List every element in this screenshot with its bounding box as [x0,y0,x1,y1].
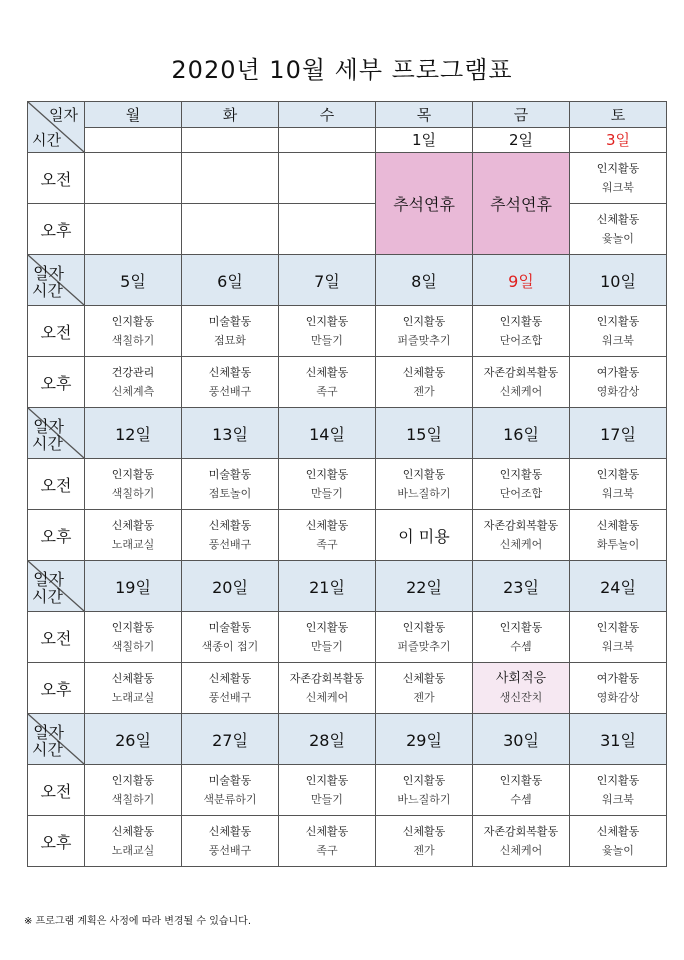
date-cell: 20일 [182,561,279,612]
activity-main: 신체활동 [305,825,349,838]
activity-cell [376,816,473,867]
date-cell: 10일 [570,255,667,306]
activity-sub: 점묘화 [214,334,246,347]
activity-main: 인지활동 [402,315,446,328]
empty-cell [85,204,182,255]
activity-main: 인지활동 [111,468,155,481]
date-cell: 22일 [376,561,473,612]
activity-main: 신체활동 [402,366,446,379]
activity-main: 신체활동 [402,672,446,685]
activity-main: 건강관리 [111,366,155,379]
day-fri: 금 [473,102,570,128]
date-cell: 12일 [85,408,182,459]
activity-sub: 신체케어 [305,691,349,704]
activity-sub: 노래교실 [111,844,155,857]
activity-sub: 워크북 [602,640,634,653]
activity-main: 자존감회복활동 [289,672,365,685]
activity-cell [279,510,376,561]
activity-main: 인지활동 [402,774,446,787]
activity-cell [570,663,667,714]
page-title: 2020년 10월 세부 프로그램표 [171,56,513,84]
activity-sub: 젠가 [413,844,435,857]
activity-cell [473,510,570,561]
activity-sub: 색칠하기 [111,793,155,806]
date-cell: 16일 [473,408,570,459]
activity-main: 인지활동 [596,315,640,328]
activity-sub: 생신잔치 [499,691,543,704]
activity-cell [570,459,667,510]
corner-time-label: 시간 [32,434,63,453]
activity-sub: 윷놀이 [602,232,634,245]
activity-cell [376,459,473,510]
activity-main: 인지활동 [596,621,640,634]
activity-main: 신체활동 [596,213,640,226]
activity-cell [570,816,667,867]
slot-label-am: 오전 [28,765,85,816]
activity-main: 신체활동 [402,825,446,838]
activity-cell [182,306,279,357]
corner-time-label: 시간 [32,587,63,606]
activity-cell [279,459,376,510]
activity-cell [570,357,667,408]
activity-main: 미술활동 [208,315,252,328]
slot-label-pm: 오후 [28,204,85,255]
activity-cell [85,459,182,510]
slot-label-pm: 오후 [28,663,85,714]
activity-main: 인지활동 [111,315,155,328]
activity-sub: 신체계측 [111,385,155,398]
activity-sub: 신체케어 [499,538,543,551]
activity-cell [85,357,182,408]
activity-main: 미술활동 [208,468,252,481]
week1-pm-row [28,204,667,255]
activity-cell [182,612,279,663]
date-cell: 24일 [570,561,667,612]
corner-time-label: 시간 [32,740,63,759]
slot-label-pm: 오후 [28,816,85,867]
activity-sub: 젠가 [413,385,435,398]
activity-main: 자존감회복활동 [483,366,559,379]
activity-sub: 노래교실 [111,538,155,551]
activity-main: 인지활동 [499,468,543,481]
activity-main: 신체활동 [208,519,252,532]
corner-cell [28,714,85,765]
date-cell: 30일 [473,714,570,765]
activity-sub: 색종이 접기 [201,640,259,653]
activity-sub: 족구 [316,538,338,551]
activity-cell [570,765,667,816]
activity-main: 인지활동 [596,468,640,481]
activity-sub: 바느질하기 [397,793,451,806]
activity-main: 사회적응 [495,671,547,686]
activity-sub: 신체케어 [499,844,543,857]
holiday-cell-fri: 추석연휴 [473,153,570,255]
week1-date-row [28,127,667,153]
activity-cell [473,357,570,408]
activity-main: 인지활동 [499,774,543,787]
activity-main: 미술활동 [208,774,252,787]
activity-main: 인지활동 [111,774,155,787]
activity-sub: 족구 [316,844,338,857]
corner-date-label: 일자 [49,106,78,124]
date-cell: 8일 [376,255,473,306]
corner-date-label: 일자 [33,723,64,742]
activity-sub: 만들기 [311,793,343,806]
activity-main: 인지활동 [596,774,640,787]
activity-sub: 워크북 [602,181,634,194]
activity-sub: 퍼즐맞추기 [397,334,451,347]
activity-main: 인지활동 [499,621,543,634]
date-cell: 28일 [279,714,376,765]
activity-main: 신체활동 [305,519,349,532]
activity-cell [570,306,667,357]
slot-label-am: 오전 [28,459,85,510]
date-cell: 15일 [376,408,473,459]
activity-sub: 점토놀이 [208,487,252,500]
activity-main: 신체활동 [596,519,640,532]
activity-sub: 바느질하기 [397,487,451,500]
date-cell [85,127,182,153]
activity-cell [85,765,182,816]
slot-label-am: 오전 [28,612,85,663]
empty-cell [85,153,182,204]
activity-sub: 화투놀이 [596,538,640,551]
date-cell: 19일 [85,561,182,612]
slot-label-pm: 오후 [28,357,85,408]
activity-sub: 풍선배구 [208,385,252,398]
activity-main: 여가활동 [596,672,640,685]
empty-cell [182,153,279,204]
corner-date-label: 일자 [33,417,64,436]
week-date-row [28,561,667,612]
activity-cell [473,663,570,714]
date-cell: 21일 [279,561,376,612]
slot-label-am: 오전 [28,153,85,204]
activity-cell [279,306,376,357]
activity-main: 신체활동 [111,825,155,838]
activity-cell [279,765,376,816]
activity-cell [182,459,279,510]
activity-sub: 수셈 [510,640,532,653]
date-cell: 1일 [376,127,473,153]
corner-cell [28,408,85,459]
day-mon: 월 [85,102,182,128]
activity-cell [376,357,473,408]
activity-main: 신체활동 [208,672,252,685]
activity-cell [473,612,570,663]
activity-cell [85,816,182,867]
activity-cell [85,306,182,357]
week-am-row [28,306,667,357]
activity-cell [182,510,279,561]
activity-cell [570,153,667,204]
activity-main: 인지활동 [402,468,446,481]
activity-sub: 윷놀이 [602,844,634,857]
corner-date-label: 일자 [33,570,64,589]
activity-sub: 젠가 [413,691,435,704]
day-sat: 토 [570,102,667,128]
activity-sub: 워크북 [602,487,634,500]
activity-cell [182,357,279,408]
activity-cell: 이 미용 [376,510,473,561]
activity-main: 신체활동 [208,366,252,379]
empty-cell [279,153,376,204]
corner-cell [28,561,85,612]
date-cell: 14일 [279,408,376,459]
activity-sub: 풍선배구 [208,844,252,857]
activity-main: 신체활동 [111,519,155,532]
day-thu: 목 [376,102,473,128]
activity-main: 인지활동 [305,774,349,787]
activity-sub: 색분류하기 [203,793,257,806]
date-cell: 9일 [473,255,570,306]
week-pm-row [28,816,667,867]
activity-cell [85,612,182,663]
activity-cell [473,765,570,816]
activity-cell [182,663,279,714]
week-date-row [28,408,667,459]
week-am-row [28,765,667,816]
empty-cell [182,204,279,255]
activity-cell [473,459,570,510]
activity-cell [182,816,279,867]
activity-cell [279,816,376,867]
day-wed: 수 [279,102,376,128]
activity-cell [279,357,376,408]
date-cell [182,127,279,153]
day-header-row [28,102,667,128]
week-date-row [28,714,667,765]
activity-cell [570,612,667,663]
footnote: ※ 프로그램 계획은 사정에 따라 변경될 수 있습니다. [24,916,252,927]
activity-main: 신체활동 [305,366,349,379]
date-cell: 23일 [473,561,570,612]
activity-sub: 신체케어 [499,385,543,398]
activity-main: 미술활동 [208,621,252,634]
activity-main: 인지활동 [402,621,446,634]
activity-sub: 영화감상 [596,385,640,398]
corner-date-label: 일자 [33,264,64,283]
activity-main: 자존감회복활동 [483,825,559,838]
activity-main: 인지활동 [596,162,640,175]
date-cell: 31일 [570,714,667,765]
activity-main: 신체활동 [208,825,252,838]
activity-sub: 단어조합 [499,334,543,347]
activity-sub: 워크북 [602,793,634,806]
activity-sub: 노래교실 [111,691,155,704]
date-cell: 2일 [473,127,570,153]
date-cell: 26일 [85,714,182,765]
slot-label-am: 오전 [28,306,85,357]
activity-cell [279,663,376,714]
activity-main: 인지활동 [111,621,155,634]
week-pm-row [28,663,667,714]
holiday-cell-thu: 추석연휴 [376,153,473,255]
activity-sub: 만들기 [311,487,343,500]
activity-sub: 만들기 [311,640,343,653]
activity-sub: 족구 [316,385,338,398]
corner-cell [28,102,85,153]
activity-main: 인지활동 [305,621,349,634]
activity-sub: 풍선배구 [208,538,252,551]
date-cell [279,127,376,153]
activity-main: 인지활동 [305,468,349,481]
activity-cell [376,663,473,714]
activity-cell [376,306,473,357]
corner-cell [28,255,85,306]
date-cell: 29일 [376,714,473,765]
activity-sub: 풍선배구 [208,691,252,704]
schedule-table [27,101,667,867]
activity-sub: 색칠하기 [111,640,155,653]
activity-cell [85,663,182,714]
activity-cell [570,204,667,255]
activity-main: 여가활동 [596,366,640,379]
week1-am-row [28,153,667,204]
week-am-row [28,612,667,663]
weeks-body [28,255,667,867]
corner-time-label: 시간 [32,281,63,300]
activity-sub: 워크북 [602,334,634,347]
corner-time-label: 시간 [32,131,61,149]
date-cell: 13일 [182,408,279,459]
activity-cell [376,612,473,663]
activity-main: 자존감회복활동 [483,519,559,532]
activity-cell [376,765,473,816]
activity-cell [85,510,182,561]
activity-cell [182,765,279,816]
date-cell: 7일 [279,255,376,306]
activity-main: 인지활동 [305,315,349,328]
slot-label-pm: 오후 [28,510,85,561]
activity-sub: 영화감상 [596,691,640,704]
empty-cell [279,204,376,255]
date-cell: 17일 [570,408,667,459]
date-cell: 5일 [85,255,182,306]
day-tue: 화 [182,102,279,128]
activity-main: 인지활동 [499,315,543,328]
week-pm-row [28,357,667,408]
date-cell-holiday: 3일 [570,127,667,153]
week-am-row [28,459,667,510]
week-date-row [28,255,667,306]
activity-sub: 색칠하기 [111,334,155,347]
activity-sub: 색칠하기 [111,487,155,500]
activity-sub: 만들기 [311,334,343,347]
week-pm-row [28,510,667,561]
activity-sub: 퍼즐맞추기 [397,640,451,653]
activity-cell [570,510,667,561]
activity-cell [279,612,376,663]
date-cell: 27일 [182,714,279,765]
activity-main: 신체활동 [596,825,640,838]
activity-sub: 수셈 [510,793,532,806]
activity-cell [473,306,570,357]
activity-main: 신체활동 [111,672,155,685]
activity-cell [473,816,570,867]
activity-sub: 단어조합 [499,487,543,500]
date-cell: 6일 [182,255,279,306]
